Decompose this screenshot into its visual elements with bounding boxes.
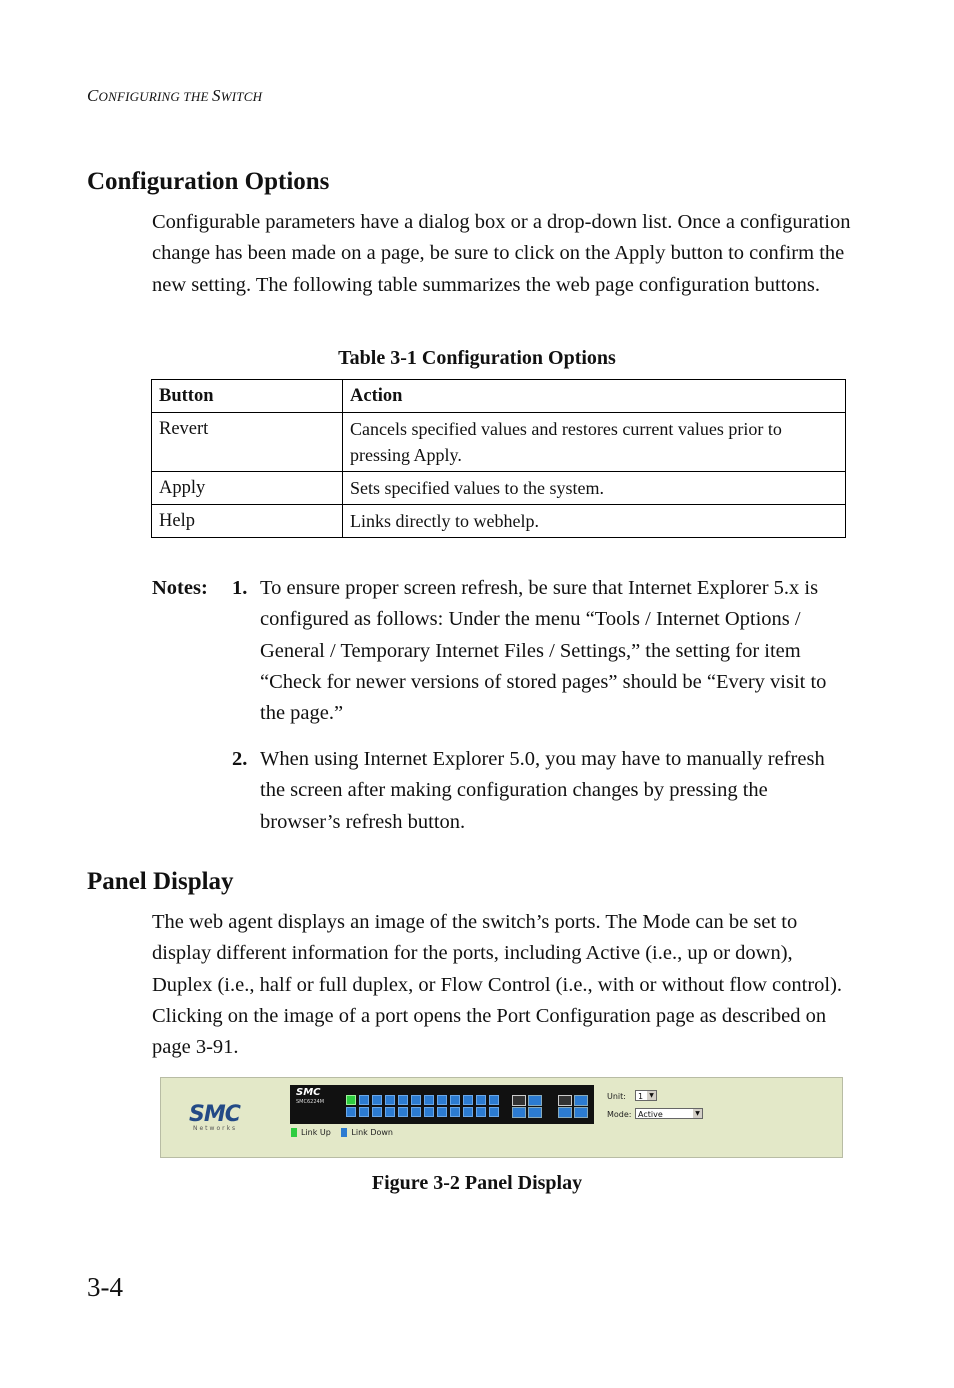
module-port[interactable]: [512, 1095, 526, 1106]
chevron-down-icon: ▼: [647, 1091, 656, 1100]
table-header-cell: Button: [152, 380, 343, 413]
section-paragraph: The web agent displays an image of the switch’s ports. The Mode can be set to display different information for the ports, including Active (i.e., up or down), Duplex (i.e., half or full duplex, or Flow Control (i.e., with or without flow control). Clicking on the image of a port opens the Port Configuration page as described on page 3-91.: [152, 911, 843, 1059]
table-row: [152, 505, 846, 538]
switch-port[interactable]: [476, 1095, 486, 1105]
mode-label: Mode:: [607, 1110, 632, 1119]
unit-select[interactable]: [635, 1090, 657, 1101]
page-number: 3-4: [87, 1272, 123, 1302]
table-row: [152, 472, 846, 505]
module-port[interactable]: [512, 1107, 526, 1118]
section-heading-panel-display: Panel Display: [87, 868, 234, 895]
table-cell-action: Cancels specified values and restores current values prior to pressing Apply.: [343, 413, 846, 472]
chevron-down-icon: ▼: [693, 1109, 702, 1118]
table-header-cell: Action: [343, 380, 846, 413]
switch-port[interactable]: [463, 1095, 473, 1105]
switch-port[interactable]: [372, 1095, 382, 1105]
switch-port[interactable]: [489, 1107, 499, 1117]
switch-port[interactable]: [372, 1107, 382, 1117]
smc-logo-subtitle: Networks: [193, 1125, 238, 1132]
table-cell-action: Links directly to webhelp.: [343, 505, 846, 538]
unit-select-value: 1: [638, 1092, 644, 1101]
configuration-options-table: [151, 379, 846, 538]
module-port[interactable]: [574, 1095, 588, 1106]
module-port[interactable]: [558, 1095, 572, 1106]
section-paragraph: Configurable parameters have a dialog box or a drop-down list. Once a configuration change has been made on a page, be sure to click on the Apply button to confirm the new setting. The following table summarizes the web page configuration buttons.: [152, 211, 851, 296]
switch-model: SMC6224M: [296, 1099, 325, 1105]
mode-select-value: Active: [638, 1110, 663, 1119]
table-cell-action: Sets specified values to the system.: [343, 472, 846, 505]
notes-label: Notes:: [152, 577, 208, 599]
link-down-swatch-icon: [341, 1128, 347, 1137]
switch-port[interactable]: [450, 1095, 460, 1105]
module-port[interactable]: [528, 1107, 542, 1118]
link-up-swatch-icon: [291, 1128, 297, 1137]
switch-front-panel: [290, 1085, 594, 1124]
switch-port[interactable]: [411, 1107, 421, 1117]
switch-port[interactable]: [346, 1095, 356, 1105]
switch-port[interactable]: [385, 1107, 395, 1117]
switch-port[interactable]: [359, 1107, 369, 1117]
switch-port[interactable]: [359, 1095, 369, 1105]
switch-brand: SMC: [296, 1087, 321, 1098]
note-text: To ensure proper screen refresh, be sure that Internet Explorer 5.x is configured as follows: Under the menu “Tools / Internet Options / General / Temporary Internet Files / Settings,” the setting for item “Check for newer versions of stored pages” should be “Every visit to the page.”: [260, 577, 827, 725]
note-text: When using Internet Explorer 5.0, you may have to manually refresh the screen after making configuration changes by pressing the browser’s refresh button.: [260, 748, 825, 833]
table-header-row: [152, 380, 846, 413]
module-port[interactable]: [574, 1107, 588, 1118]
switch-port[interactable]: [450, 1107, 460, 1117]
note-number: 1.: [232, 577, 248, 599]
switch-port[interactable]: [424, 1095, 434, 1105]
switch-port[interactable]: [411, 1095, 421, 1105]
table-cell-button: Apply: [152, 472, 343, 505]
switch-port[interactable]: [437, 1107, 447, 1117]
note-number: 2.: [232, 748, 248, 770]
panel-legend: [291, 1128, 393, 1137]
table-cell-button: Revert: [152, 413, 343, 472]
switch-port[interactable]: [385, 1095, 395, 1105]
module-port[interactable]: [528, 1095, 542, 1106]
module-port[interactable]: [558, 1107, 572, 1118]
switch-port[interactable]: [463, 1107, 473, 1117]
table-cell-button: Help: [152, 505, 343, 538]
unit-label: Unit:: [607, 1092, 626, 1101]
mode-select[interactable]: [635, 1108, 703, 1119]
table-row: [152, 413, 846, 472]
legend-link-down: Link Down: [351, 1128, 393, 1137]
switch-port[interactable]: [398, 1095, 408, 1105]
smc-logo: SMC: [189, 1102, 240, 1127]
table-caption: Table 3-1 Configuration Options: [338, 347, 616, 369]
section-heading-configuration-options: Configuration Options: [87, 168, 330, 195]
running-head: CONFIGURING THE SWITCH: [87, 86, 263, 105]
panel-display-figure: [160, 1077, 843, 1158]
switch-port[interactable]: [398, 1107, 408, 1117]
switch-port[interactable]: [346, 1107, 356, 1117]
figure-caption: Figure 3-2 Panel Display: [371, 1172, 583, 1194]
switch-port[interactable]: [476, 1107, 486, 1117]
switch-port[interactable]: [437, 1095, 447, 1105]
switch-port[interactable]: [424, 1107, 434, 1117]
port-grid: [346, 1095, 500, 1117]
switch-port[interactable]: [489, 1095, 499, 1105]
legend-link-up: Link Up: [301, 1128, 331, 1137]
